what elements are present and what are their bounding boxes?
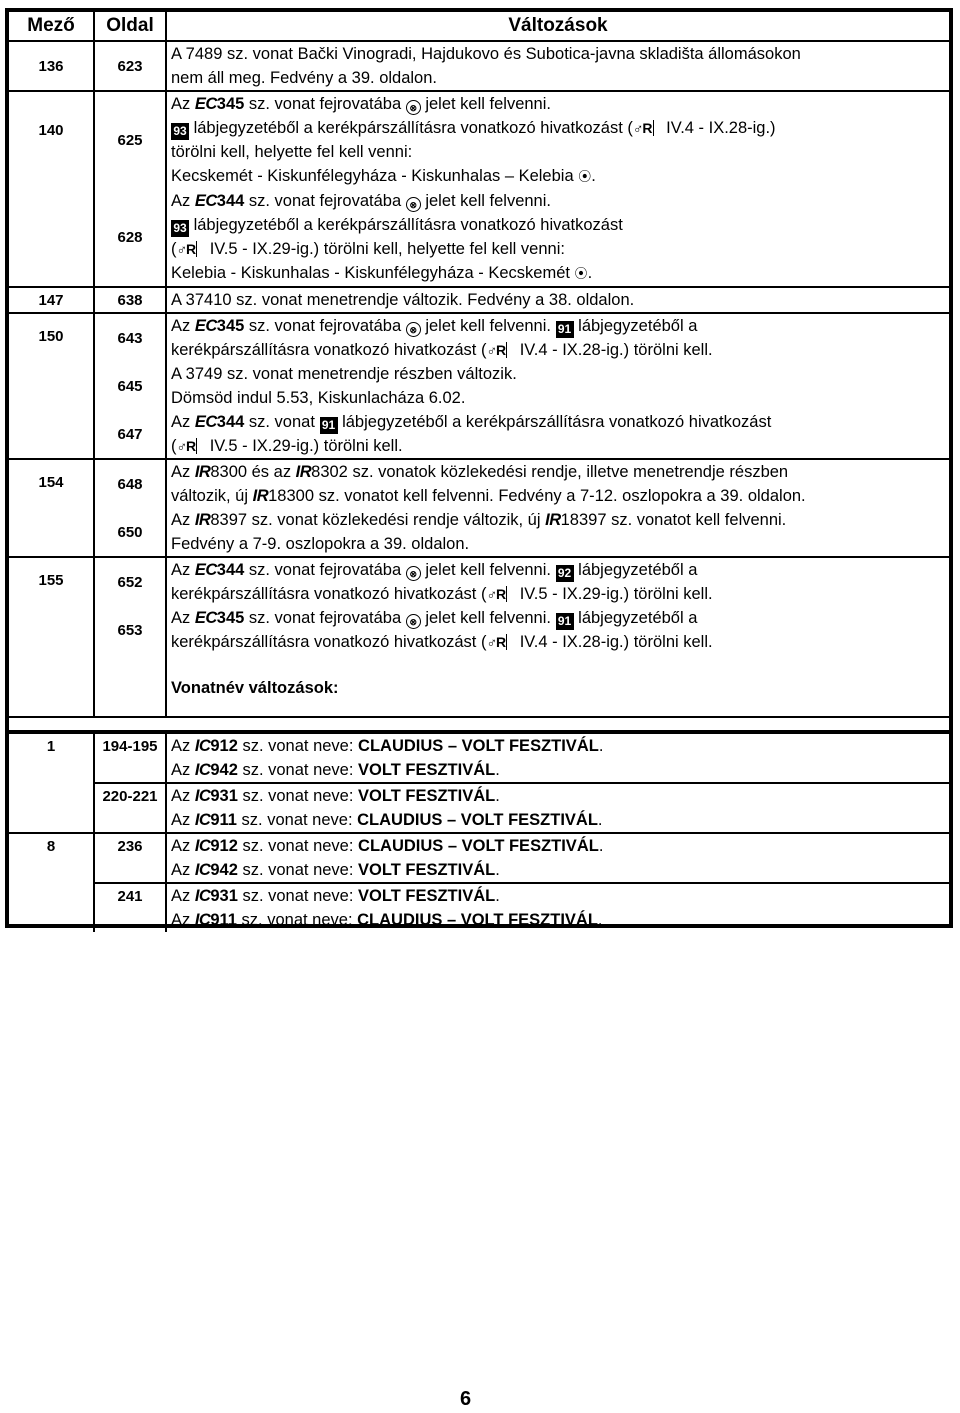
- text-fragment: sz. vonat neve:: [236, 811, 358, 829]
- change-text: [166, 508, 949, 557]
- train-category-ic: IC: [194, 737, 211, 755]
- table-row: [9, 313, 949, 362]
- text-fragment: Az: [171, 413, 195, 431]
- bicycle-reservation-icon: ♂R: [176, 241, 196, 257]
- train-number: 344: [216, 192, 245, 210]
- table-row: [9, 287, 949, 313]
- text-line: Dömsöd indul 5.53, Kiskunlacháza 6.02.: [171, 389, 466, 407]
- train-number: 912: [210, 837, 238, 855]
- text-fragment: IV.4 - IX.28-ig.) törölni kell.: [515, 633, 713, 651]
- text-fragment: Az: [171, 561, 195, 579]
- name-change: [166, 883, 949, 908]
- text-fragment: jelet kell felvenni.: [420, 95, 551, 113]
- spacer-row: [9, 717, 949, 731]
- mezo-cell: 154: [9, 459, 94, 557]
- text-fragment: sz. vonat: [244, 413, 320, 431]
- oldal-cell: 623: [94, 41, 166, 91]
- text-fragment: .: [587, 264, 593, 282]
- train-name: VOLT FESZTIVÁL: [358, 761, 496, 779]
- text-line: [171, 237, 949, 261]
- oldal-cell: 650: [94, 508, 166, 557]
- text-fragment: Az: [171, 737, 195, 755]
- text-fragment: IV.4 - IX.28-ig.) törölni kell.: [515, 341, 713, 359]
- table-row: [9, 91, 949, 189]
- table-row: [9, 189, 949, 287]
- table-row: [9, 362, 949, 410]
- train-name: VOLT FESZTIVÁL: [358, 787, 496, 805]
- text-fragment: IV.5 - IX.29-ig.) törölni kell.: [205, 437, 403, 455]
- text-fragment: Az: [171, 811, 195, 829]
- bicycle-reservation-icon: ♂R: [486, 342, 506, 358]
- text-fragment: (: [171, 437, 177, 455]
- train-category-ec: EC: [194, 95, 217, 113]
- change-text: [166, 189, 949, 287]
- text-fragment: sz. vonat fejrovatába: [244, 561, 406, 579]
- table-row: [9, 508, 949, 557]
- text-fragment: sz. vonat neve:: [237, 787, 359, 805]
- table-row: [9, 783, 949, 808]
- text-line: A 7489 sz. vonat Bački Vinogradi, Hajdukovo és Subotica-javna skladišta állomásokon: [171, 45, 801, 63]
- train-name: CLAUDIUS – VOLT FESZTIVÁL: [358, 837, 599, 855]
- spacer-row: [9, 654, 949, 676]
- section-title-row: [9, 676, 949, 717]
- text-fragment: 8300 és az: [210, 463, 296, 481]
- train-number: 912: [210, 737, 238, 755]
- bicycle-reservation-icon: ♂R: [486, 586, 506, 602]
- table-row: [9, 883, 949, 908]
- text-line: [171, 434, 949, 458]
- text-fragment: .: [495, 887, 500, 905]
- table-row: [9, 606, 949, 654]
- change-text: [166, 91, 949, 189]
- train-category-ic: IC: [194, 787, 211, 805]
- table-row: [9, 557, 949, 606]
- train-number: 345: [216, 317, 245, 335]
- text-fragment: kerékpárszállításra vonatkozó hivatkozást (: [171, 633, 487, 651]
- name-change: [166, 858, 949, 883]
- document-sheet: [5, 8, 953, 928]
- text-fragment: 8302 sz. vonatok közlekedési rendje, illetve menetrendje részben: [311, 463, 789, 481]
- text-fragment: Kecskemét - Kiskunfélegyháza - Kiskunhalas – Kelebia: [171, 167, 579, 185]
- table-header: [9, 12, 949, 41]
- oldal-cell: 647: [94, 410, 166, 459]
- text-fragment: sz. vonat neve:: [237, 887, 359, 905]
- text-fragment: Az: [171, 463, 195, 481]
- text-line: [171, 630, 949, 654]
- train-category-ec: EC: [194, 609, 217, 627]
- text-fragment: Az: [171, 192, 195, 210]
- oldal-cell: 628: [94, 189, 166, 287]
- text-fragment: kerékpárszállításra vonatkozó hivatkozást (: [171, 341, 487, 359]
- oldal-cell: 648: [94, 459, 166, 508]
- train-category-ec: EC: [194, 317, 217, 335]
- bicycle-reservation-icon: ♂R: [486, 634, 506, 650]
- mezo-cell: 136: [9, 41, 94, 91]
- text-fragment: lábjegyzetéből a: [573, 609, 698, 627]
- text-fragment: 18300 sz. vonatot kell felvenni. Fedvény a 7-12. oszlopokra a 39. oldalon.: [268, 487, 806, 505]
- text-line: [171, 508, 949, 532]
- name-change: [166, 758, 949, 783]
- text-line: [171, 189, 949, 213]
- train-category-ic: IC: [194, 811, 211, 829]
- text-fragment: sz. vonat fejrovatába: [244, 192, 406, 210]
- train-number: 942: [210, 761, 238, 779]
- text-fragment: .: [598, 737, 604, 755]
- change-text: [166, 41, 949, 91]
- name-change: [166, 733, 949, 758]
- text-fragment: lábjegyzetéből a: [573, 561, 698, 579]
- train-category-ic: IC: [194, 761, 211, 779]
- footnote-mark: 93: [171, 123, 189, 140]
- name-change: [166, 808, 949, 833]
- mezo-cell: 150: [9, 313, 94, 459]
- table-row: [9, 459, 949, 508]
- mezo-cell: 1: [9, 733, 94, 833]
- text-line: [171, 164, 949, 189]
- text-fragment: sz. vonat neve:: [237, 861, 359, 879]
- text-fragment: Az: [171, 95, 195, 113]
- text-fragment: lábjegyzetéből a kerékpárszállításra vonatkozó hivatkozást: [189, 216, 623, 234]
- oldal-cell: 236: [94, 833, 166, 883]
- text-line: törölni kell, helyette fel kell venni:: [171, 143, 413, 161]
- train-category-ec: EC: [194, 192, 217, 210]
- restaurant-symbol-icon: ⊗: [406, 197, 421, 212]
- header-mezo: Mező: [9, 12, 94, 41]
- train-number: 931: [210, 887, 238, 905]
- text-line: [171, 261, 949, 286]
- text-line: [171, 558, 949, 582]
- change-text: [166, 313, 949, 362]
- oldal-cell: 625: [94, 91, 166, 189]
- train-number: 344: [216, 561, 245, 579]
- change-text: [166, 557, 949, 606]
- table-row: [9, 41, 949, 91]
- text-fragment: Kelebia - Kiskunhalas - Kiskunfélegyháza - Kecskemét: [171, 264, 575, 282]
- train-category-ir: IR: [252, 487, 269, 505]
- text-fragment: lábjegyzetéből a kerékpárszállításra vonatkozó hivatkozást (: [189, 119, 633, 137]
- text-fragment: változik, új: [171, 487, 253, 505]
- restaurant-symbol-icon: ⊗: [406, 566, 421, 581]
- train-number: 345: [216, 95, 245, 113]
- text-fragment: Az: [171, 887, 195, 905]
- text-fragment: jelet kell felvenni.: [420, 192, 551, 210]
- change-text: [166, 459, 949, 508]
- oldal-cell: 241: [94, 883, 166, 932]
- train-number: 931: [210, 787, 238, 805]
- border-station-icon: ⦿: [578, 169, 592, 184]
- text-fragment: 8397 sz. vonat közlekedési rendje változik, új: [210, 511, 546, 529]
- bicycle-reservation-icon: ♂R: [632, 120, 652, 136]
- train-category-ic: IC: [194, 911, 211, 929]
- text-fragment: jelet kell felvenni.: [420, 317, 556, 335]
- train-category-ic: IC: [194, 861, 211, 879]
- text-fragment: Az: [171, 911, 195, 929]
- text-fragment: lábjegyzetéből a: [573, 317, 698, 335]
- text-fragment: .: [495, 761, 500, 779]
- table-row: [9, 833, 949, 858]
- text-line: [171, 410, 949, 434]
- text-fragment: kerékpárszállításra vonatkozó hivatkozást (: [171, 585, 487, 603]
- text-fragment: sz. vonat fejrovatába: [244, 95, 406, 113]
- text-line: [171, 92, 949, 116]
- text-fragment: IV.4 - IX.28-ig.): [661, 119, 776, 137]
- header-valtozasok: Változások: [166, 12, 949, 41]
- footnote-mark: 91: [320, 417, 338, 434]
- text-fragment: 18397 sz. vonatot kell felvenni.: [560, 511, 787, 529]
- restaurant-symbol-icon: ⊗: [406, 100, 421, 115]
- text-line: A 3749 sz. vonat menetrendje részben változik.: [171, 365, 517, 383]
- text-fragment: IV.5 - IX.29-ig.) törölni kell.: [515, 585, 713, 603]
- text-fragment: sz. vonat fejrovatába: [244, 609, 406, 627]
- bicycle-reservation-icon: ♂R: [176, 438, 196, 454]
- text-fragment: sz. vonat neve:: [237, 737, 359, 755]
- footnote-mark: 91: [556, 321, 574, 338]
- mezo-cell: 8: [9, 833, 94, 932]
- oldal-cell: 638: [94, 287, 166, 313]
- text-fragment: Az: [171, 861, 195, 879]
- text-fragment: sz. vonat neve:: [237, 761, 359, 779]
- oldal-cell: 220-221: [94, 783, 166, 833]
- oldal-cell: 653: [94, 606, 166, 654]
- train-category-ir: IR: [545, 511, 561, 529]
- border-station-icon: ⦿: [574, 266, 588, 281]
- oldal-cell: 643: [94, 313, 166, 362]
- mezo-cell: 147: [9, 287, 94, 313]
- text-line: [171, 606, 949, 630]
- text-fragment: Az: [171, 317, 195, 335]
- train-category-ec: EC: [194, 413, 217, 431]
- change-text: [166, 606, 949, 654]
- table-row: [9, 410, 949, 459]
- text-fragment: lábjegyzetéből a kerékpárszállításra vonatkozó hivatkozást: [337, 413, 772, 431]
- text-fragment: Az: [171, 761, 195, 779]
- text-fragment: .: [495, 861, 500, 879]
- train-category-ir: IR: [194, 511, 211, 529]
- footnote-mark: 92: [556, 565, 574, 582]
- text-fragment: IV.5 - IX.29-ig.) törölni kell, helyette fel kell venni:: [205, 240, 565, 258]
- train-number: 942: [210, 861, 238, 879]
- name-change: [166, 908, 949, 932]
- oldal-cell: 652: [94, 557, 166, 606]
- train-number: 911: [210, 911, 237, 929]
- train-category-ic: IC: [194, 837, 211, 855]
- restaurant-symbol-icon: ⊗: [406, 614, 421, 629]
- mezo-cell: 140: [9, 91, 94, 287]
- restaurant-symbol-icon: ⊗: [406, 322, 421, 337]
- text-line: [171, 338, 949, 362]
- text-line: [171, 314, 949, 338]
- train-name: CLAUDIUS – VOLT FESZTIVÁL: [358, 737, 599, 755]
- text-fragment: (: [171, 240, 177, 258]
- text-fragment: sz. vonat neve:: [237, 837, 359, 855]
- train-number: 344: [216, 413, 245, 431]
- train-name: CLAUDIUS – VOLT FESZTIVÁL: [357, 911, 598, 929]
- text-fragment: .: [597, 811, 603, 829]
- text-fragment: Az: [171, 787, 195, 805]
- mezo-cell: 155: [9, 557, 94, 654]
- text-fragment: .: [591, 167, 596, 185]
- change-text: A 37410 sz. vonat menetrendje változik. Fedvény a 38. oldalon.: [171, 291, 635, 309]
- footnote-mark: 91: [556, 613, 574, 630]
- text-fragment: sz. vonat neve:: [236, 911, 358, 929]
- text-fragment: Az: [171, 837, 195, 855]
- text-line: nem áll meg. Fedvény a 39. oldalon.: [171, 69, 437, 87]
- text-line: Fedvény a 7-9. oszlopokra a 39. oldalon.: [171, 535, 470, 553]
- oldal-cell: 194-195: [94, 733, 166, 783]
- page-number: 6: [460, 1388, 472, 1410]
- table-row: [9, 733, 949, 758]
- changes-table: [9, 12, 949, 732]
- oldal-cell: 645: [94, 362, 166, 410]
- train-category-ic: IC: [194, 887, 211, 905]
- train-number: 911: [210, 811, 237, 829]
- header-oldal: Oldal: [94, 12, 166, 41]
- train-category-ir: IR: [194, 463, 211, 481]
- change-text: [166, 410, 949, 459]
- change-text: [166, 362, 949, 410]
- text-fragment: .: [598, 837, 604, 855]
- section-title: Vonatnév változások:: [171, 679, 339, 697]
- names-table: [9, 732, 949, 932]
- text-line: [171, 116, 949, 140]
- text-fragment: .: [495, 787, 500, 805]
- train-name: VOLT FESZTIVÁL: [358, 861, 496, 879]
- text-fragment: sz. vonat fejrovatába: [244, 317, 406, 335]
- train-category-ec: EC: [194, 561, 217, 579]
- footnote-mark: 93: [171, 220, 189, 237]
- text-line: [171, 582, 949, 606]
- text-fragment: jelet kell felvenni.: [420, 609, 556, 627]
- name-change: [166, 783, 949, 808]
- text-fragment: Az: [171, 511, 195, 529]
- train-number: 345: [216, 609, 245, 627]
- text-line: [171, 484, 949, 508]
- name-change: [166, 833, 949, 858]
- train-name: VOLT FESZTIVÁL: [358, 887, 496, 905]
- text-fragment: jelet kell felvenni.: [420, 561, 556, 579]
- text-line: [171, 460, 949, 484]
- train-name: CLAUDIUS – VOLT FESZTIVÁL: [357, 811, 598, 829]
- train-category-ir: IR: [295, 463, 312, 481]
- text-fragment: Az: [171, 609, 195, 627]
- text-fragment: .: [597, 911, 603, 929]
- text-line: [171, 213, 949, 237]
